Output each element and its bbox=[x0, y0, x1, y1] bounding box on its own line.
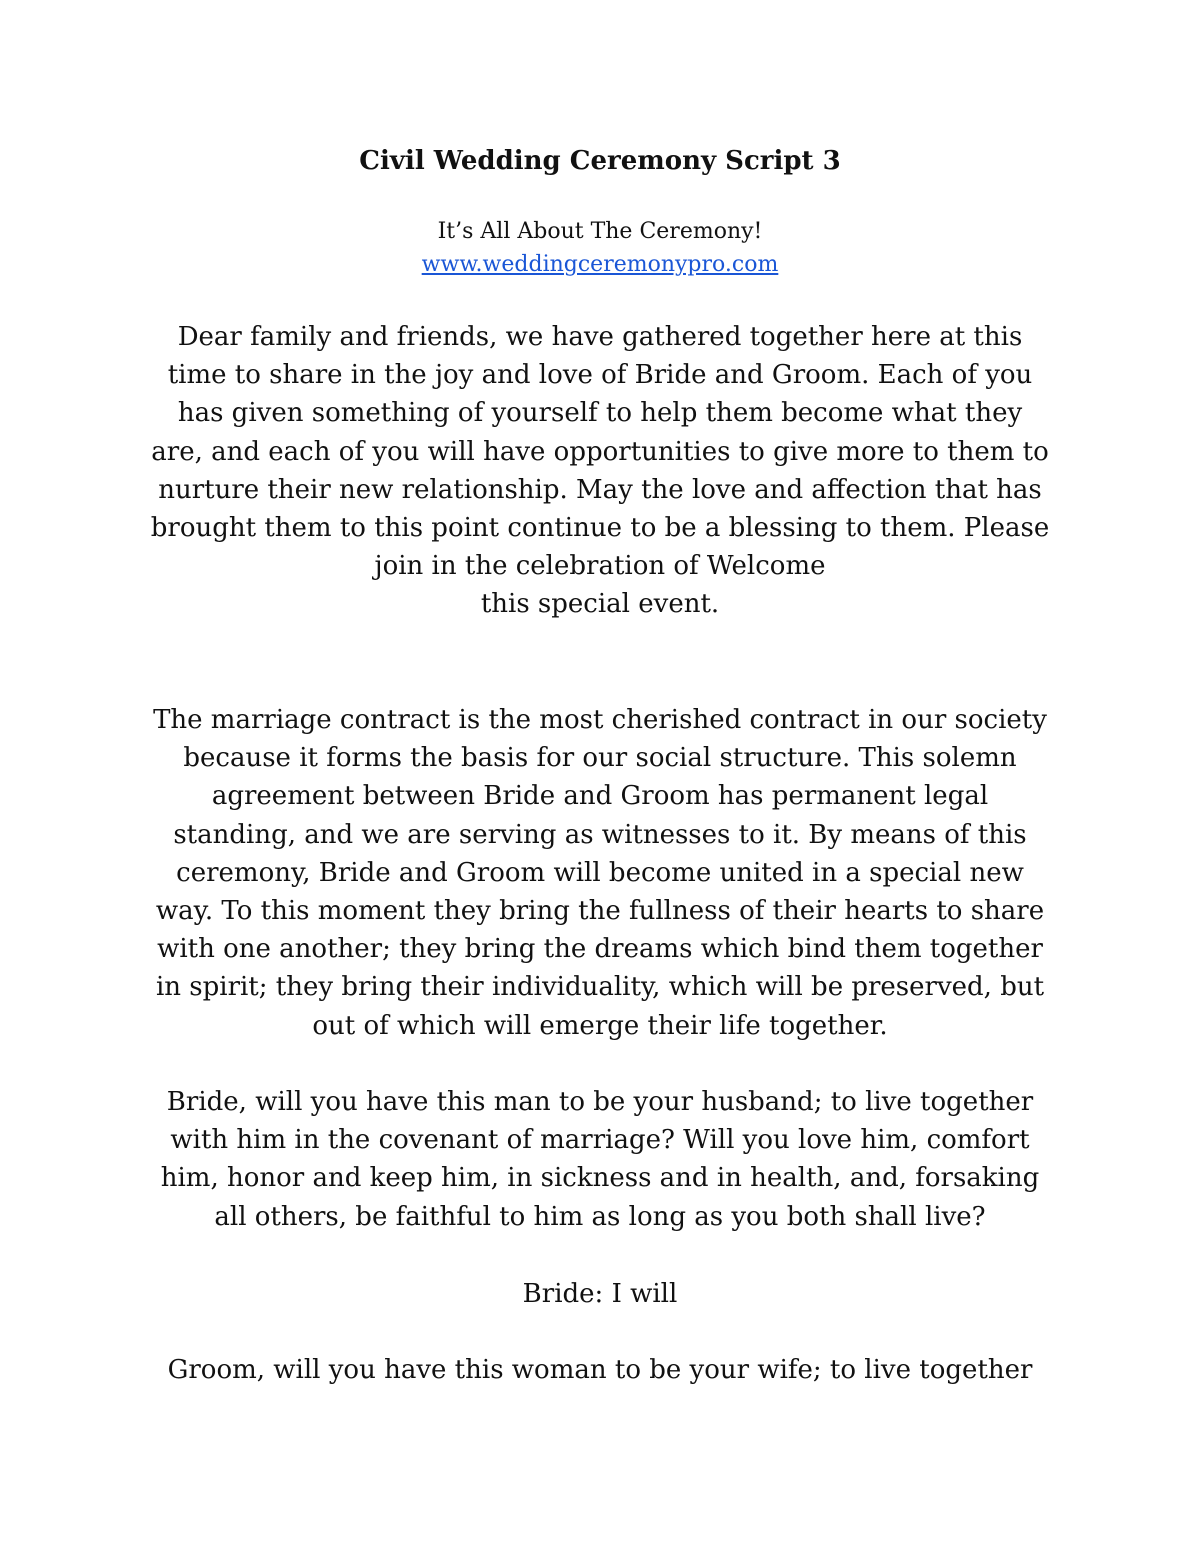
website-link[interactable]: www.weddingceremonypro.com bbox=[421, 252, 779, 277]
text-line: all others, be faithful to him as long as you both shall live? bbox=[214, 1201, 986, 1232]
text-line: him, honor and keep him, in sickness and in health, and, forsaking bbox=[160, 1163, 1040, 1194]
text-line: time to share in the joy and love of Bride and Groom. Each of you bbox=[167, 360, 1033, 391]
text-line: out of which will emerge their life together. bbox=[312, 1010, 888, 1041]
text-line: ceremony, Bride and Groom will become united in a special new bbox=[176, 857, 1024, 888]
text-line: The marriage contract is the most cherished contract in our society bbox=[153, 705, 1047, 735]
text-line: are, and each of you will have opportunities to give more to them to bbox=[151, 436, 1049, 467]
text-line: Groom, will you have this woman to be your wife; to live together bbox=[167, 1355, 1033, 1385]
text-line: with him in the covenant of marriage? Will you love him, comfort bbox=[170, 1125, 1030, 1156]
text-line: agreement between Bride and Groom has permanent legal bbox=[211, 781, 989, 812]
text-line: way. To this moment they bring the fullness of their hearts to share bbox=[155, 896, 1045, 927]
text-line: because it forms the basis for our social structure. This solemn bbox=[183, 743, 1017, 774]
document-title: Civil Wedding Ceremony Script 3 bbox=[359, 146, 841, 176]
text-line: has given something of yourself to help them become what they bbox=[177, 398, 1023, 429]
text-line: with one another; they bring the dreams which bind them together bbox=[157, 934, 1043, 965]
text-line: Bride, will you have this man to be your husband; to live together bbox=[166, 1087, 1034, 1117]
paragraph-groom-vow bbox=[0, 1351, 1200, 1389]
document-subtitle: It’s All About The Ceremony! bbox=[437, 219, 763, 244]
website-line bbox=[0, 250, 1200, 280]
paragraph-bride-response bbox=[0, 1275, 1200, 1313]
text-line: standing, and we are serving as witnesses to it. By means of this bbox=[173, 819, 1027, 850]
paragraph-marriage-contract bbox=[0, 701, 1200, 1045]
text-line: brought them to this point continue to be a blessing to them. Please bbox=[150, 513, 1050, 544]
paragraph-bride-vow bbox=[0, 1083, 1200, 1236]
text-line: in spirit; they bring their individuality, which will be preserved, but bbox=[155, 972, 1045, 1003]
text-line: this special event. bbox=[480, 589, 720, 620]
text-line: join in the celebration of Welcome bbox=[374, 551, 826, 582]
paragraph-welcome bbox=[0, 318, 1200, 624]
text-line: nurture their new relationship. May the love and affection that has bbox=[158, 474, 1042, 505]
text-line: Bride: I will bbox=[522, 1279, 678, 1309]
text-line: Dear family and friends, we have gathered together here at this bbox=[177, 322, 1023, 352]
